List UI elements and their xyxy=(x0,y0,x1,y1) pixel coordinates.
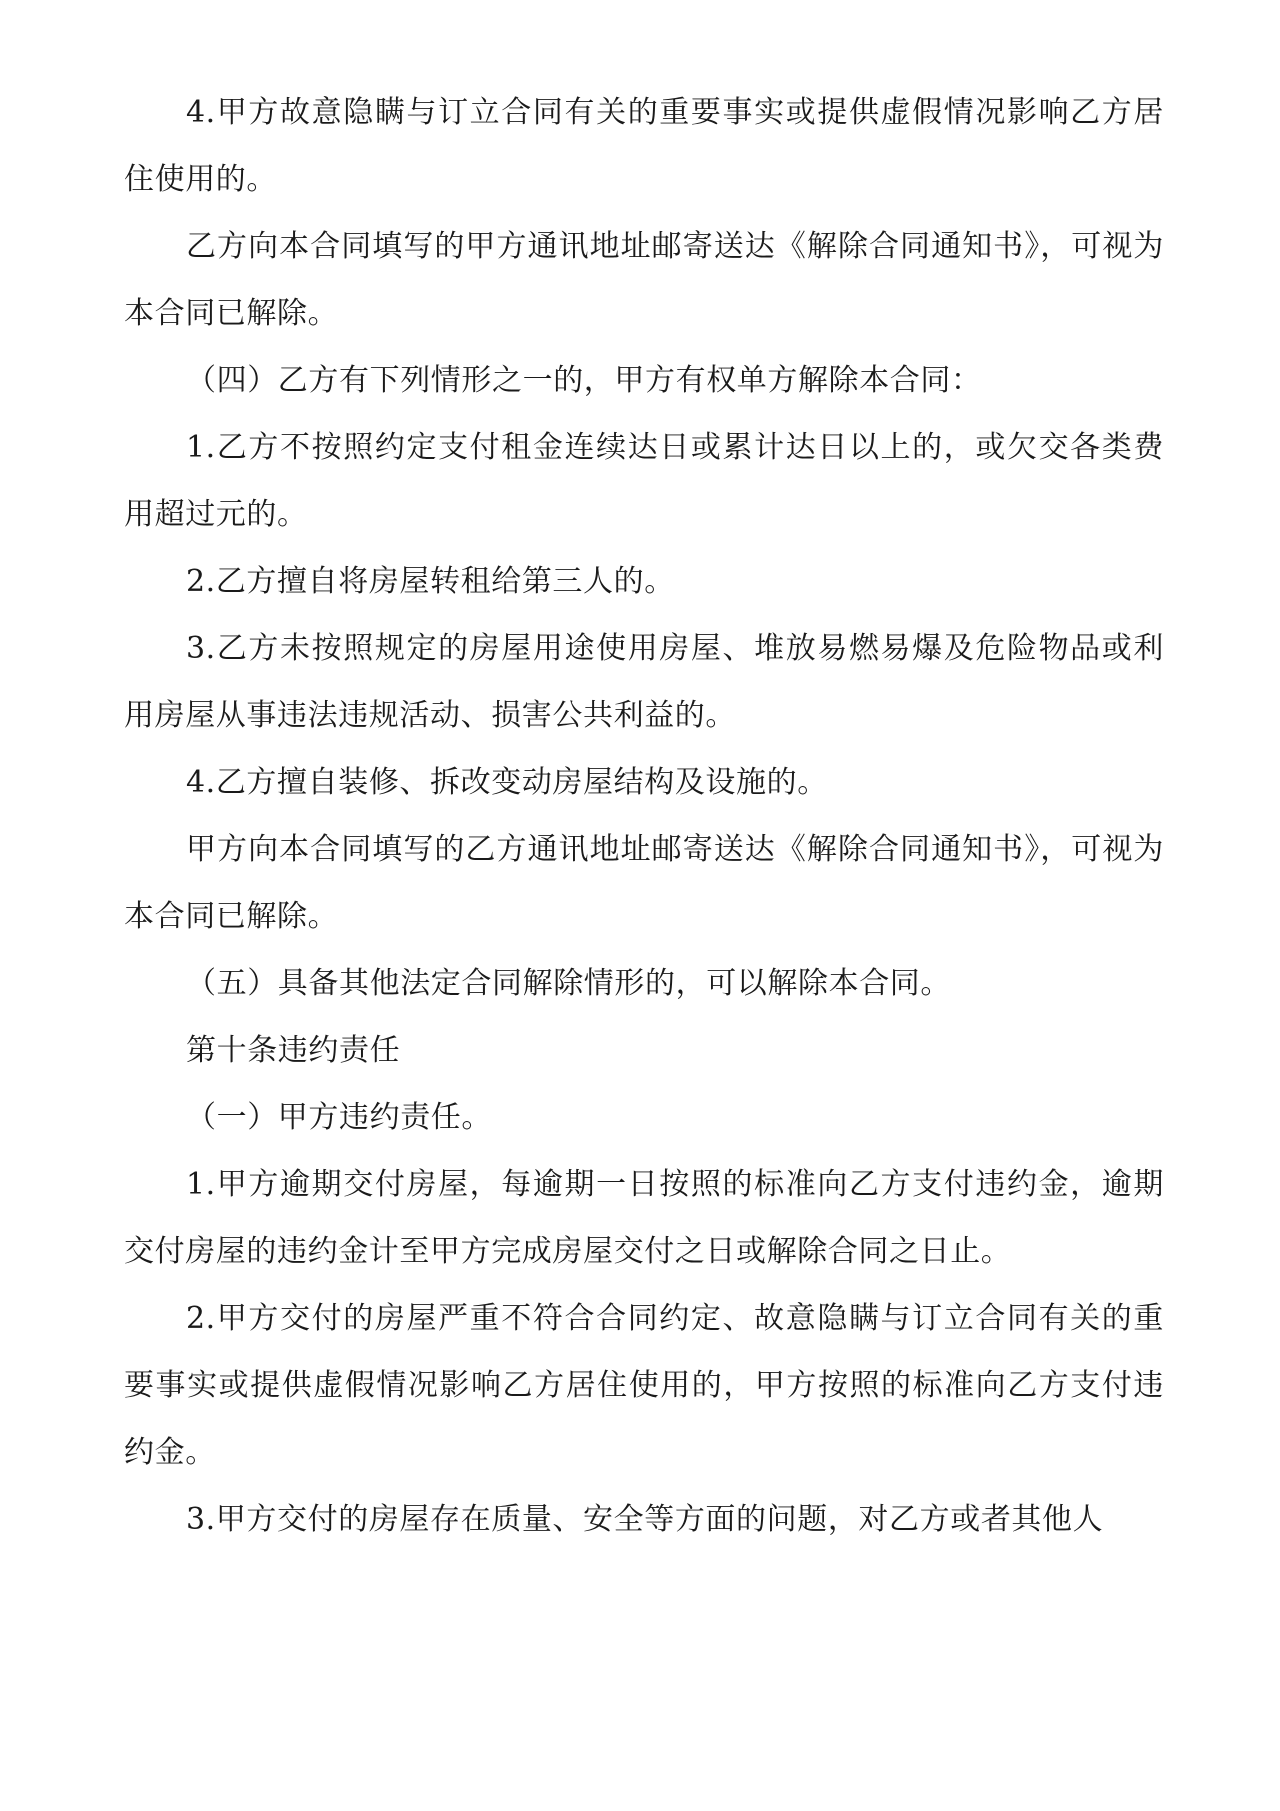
paragraph-section-4-heading: （四）乙方有下列情形之一的，甲方有权单方解除本合同： xyxy=(186,363,982,398)
paragraph-landlord-liability-heading: （一）甲方违约责任。 xyxy=(186,1100,492,1135)
paragraph-liability-2-nonconforming: 2.甲方交付的房屋严重不符合合同约定、故意隐瞒与订立合同有关的重要事实或提供虚假情况影响乙方居住使用的，甲方按照的标准向乙方支付违约金。 xyxy=(124,1301,1164,1470)
paragraph-section-5-other: （五）具备其他法定合同解除情形的，可以解除本合同。 xyxy=(186,966,951,1001)
paragraph-clause-4-renovation: 4.乙方擅自装修、拆改变动房屋结构及设施的。 xyxy=(186,765,828,800)
paragraph-clause-4-landlord-concealment: 4.甲方故意隐瞒与订立合同有关的重要事实或提供虚假情况影响乙方居住使用的。 xyxy=(124,95,1164,197)
paragraph-tenant-termination-notice: 乙方向本合同填写的甲方通讯地址邮寄送达《解除合同通知书》，可视为本合同已解除。 xyxy=(124,229,1164,331)
paragraph-article-10-heading: 第十条违约责任 xyxy=(186,1033,401,1068)
paragraph-clause-3-improper-use: 3.乙方未按照规定的房屋用途使用房屋、堆放易燃易爆及危险物品或利用房屋从事违法违规活动、损害公共利益的。 xyxy=(124,631,1164,733)
paragraph-liability-3-quality: 3.甲方交付的房屋存在质量、安全等方面的问题，对乙方或者其他人 xyxy=(186,1502,1104,1537)
paragraph-liability-1-late-delivery: 1.甲方逾期交付房屋，每逾期一日按照的标准向乙方支付违约金，逾期交付房屋的违约金计至甲方完成房屋交付之日或解除合同之日止。 xyxy=(124,1167,1164,1269)
paragraph-clause-2-sublease: 2.乙方擅自将房屋转租给第三人的。 xyxy=(186,564,675,599)
paragraph-clause-1-rent-arrears: 1.乙方不按照约定支付租金连续达日或累计达日以上的，或欠交各类费用超过元的。 xyxy=(124,430,1164,532)
paragraph-landlord-termination-notice: 甲方向本合同填写的乙方通讯地址邮寄送达《解除合同通知书》，可视为本合同已解除。 xyxy=(124,832,1164,934)
